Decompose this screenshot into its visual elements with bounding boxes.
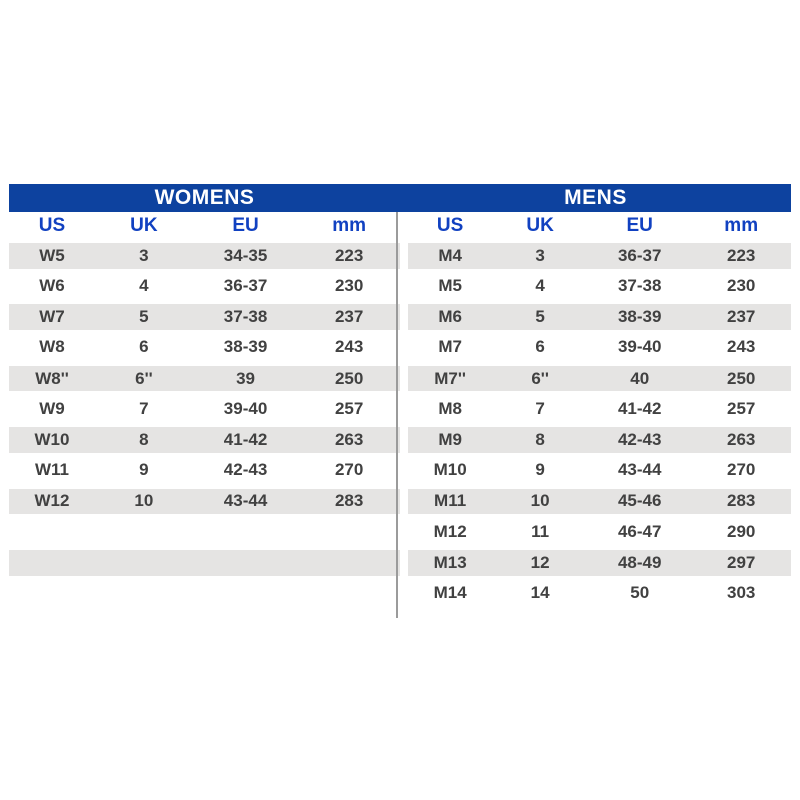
womens-column-header-row [9,212,400,240]
cell: 8 [139,429,149,449]
table-row [9,516,400,547]
table-row [9,363,400,394]
cell: 14 [530,582,550,602]
cell: W10 [34,429,70,449]
table-row [408,455,791,486]
table-row [9,332,400,363]
cell: 5 [139,307,149,327]
cell: 8 [535,429,545,449]
table-row [408,547,791,578]
table-row [9,547,400,578]
column-header-uk: UK [130,215,158,236]
cell: W12 [34,491,70,511]
cell: 41-42 [617,398,662,418]
cell: 250 [727,368,756,388]
cell: 223 [334,245,364,265]
cell: 4 [139,276,149,296]
table-row [9,271,400,302]
cell: 10 [530,491,550,511]
cell: 230 [727,276,756,296]
cell: M9 [438,429,462,449]
cell: 48-49 [617,552,662,572]
cell: 257 [334,398,364,418]
cell: 36-37 [617,245,662,265]
column-header-eu: EU [232,215,259,236]
table-divider-line [396,212,398,618]
cell: 39-40 [617,337,662,357]
cell: 3 [139,245,149,265]
cell: 223 [727,245,756,265]
column-header-us: US [38,215,66,236]
cell: 11 [531,521,550,541]
cell: M13 [433,552,467,572]
cell: 42-43 [223,460,268,480]
table-row [9,455,400,486]
table-row [408,332,791,363]
table-row [408,578,791,609]
cell: 40 [630,368,650,388]
cell: 6'' [531,368,549,388]
column-header-mm: mm [724,215,759,236]
mens-table-rows [408,240,791,608]
shoe-size-chart [9,184,791,608]
cell: 4 [535,276,545,296]
cell: 12 [530,552,550,572]
cell: 42-43 [617,429,662,449]
cell: W6 [39,276,65,296]
cell: M4 [438,245,462,265]
cell: M12 [433,521,467,541]
table-row [408,363,791,394]
cell: 36-37 [223,276,268,296]
cell: 6'' [135,368,153,388]
cell: W9 [39,398,65,418]
cell: W11 [34,460,70,480]
column-header-mm: mm [332,215,367,236]
table-row [9,578,400,609]
cell: 9 [535,460,545,480]
cell: 45-46 [617,491,662,511]
cell: M10 [433,460,467,480]
cell: 37-38 [223,307,268,327]
cell: 7 [535,398,545,418]
cell: 297 [727,552,756,572]
cell: 243 [727,337,756,357]
cell: 50 [630,582,650,602]
table-row [408,424,791,455]
cell: 6 [535,337,545,357]
cell: 5 [535,307,545,327]
cell: 257 [727,398,756,418]
cell: 39 [236,368,255,388]
cell: 38-39 [617,307,662,327]
womens-table [9,212,400,608]
cell: 237 [334,307,364,327]
cell: 250 [334,368,364,388]
cell: 270 [334,460,364,480]
column-header-us: US [436,215,464,236]
cell: 290 [727,521,756,541]
table-row [9,486,400,517]
cell: M7 [438,337,462,357]
cell: 46-47 [617,521,662,541]
cell: 34-35 [223,245,268,265]
table-row [408,301,791,332]
cell: 7 [139,398,149,418]
table-row [408,240,791,271]
chart-header-bar [9,184,791,212]
table-row [408,516,791,547]
cell: W8 [39,337,65,357]
tables-container [9,212,791,608]
column-header-eu: EU [626,215,653,236]
cell: M7'' [434,368,466,388]
cell: 9 [139,460,149,480]
table-row [9,240,400,271]
table-row [408,271,791,302]
cell: M8 [438,398,462,418]
cell: 303 [727,582,756,602]
cell: M6 [438,307,462,327]
table-row [408,486,791,517]
womens-section-title: WOMENS [154,186,255,209]
cell: 38-39 [223,337,268,357]
cell: 3 [535,245,545,265]
cell: 37-38 [617,276,662,296]
mens-column-header-row [408,212,791,240]
cell: 243 [334,337,364,357]
cell: 263 [727,429,756,449]
cell: W7 [39,307,65,327]
mens-table [400,212,791,608]
cell: M14 [433,582,467,602]
cell: 237 [727,307,756,327]
mens-section-title: MENS [564,186,627,209]
cell: 43-44 [617,460,662,480]
cell: 10 [134,491,154,511]
cell: M5 [438,276,462,296]
cell: W8'' [35,368,69,388]
cell: 39-40 [223,398,268,418]
column-header-uk: UK [526,215,554,236]
cell: 41-42 [223,429,268,449]
cell: M11 [434,491,467,511]
table-row [9,424,400,455]
cell: 230 [334,276,364,296]
womens-table-rows [9,240,400,608]
table-row [408,393,791,424]
cell: 283 [727,491,756,511]
table-row [9,393,400,424]
cell: 283 [334,491,364,511]
cell: 6 [139,337,149,357]
cell: W5 [39,245,65,265]
cell: 43-44 [223,491,268,511]
cell: 263 [334,429,364,449]
cell: 270 [727,460,756,480]
table-row [9,301,400,332]
